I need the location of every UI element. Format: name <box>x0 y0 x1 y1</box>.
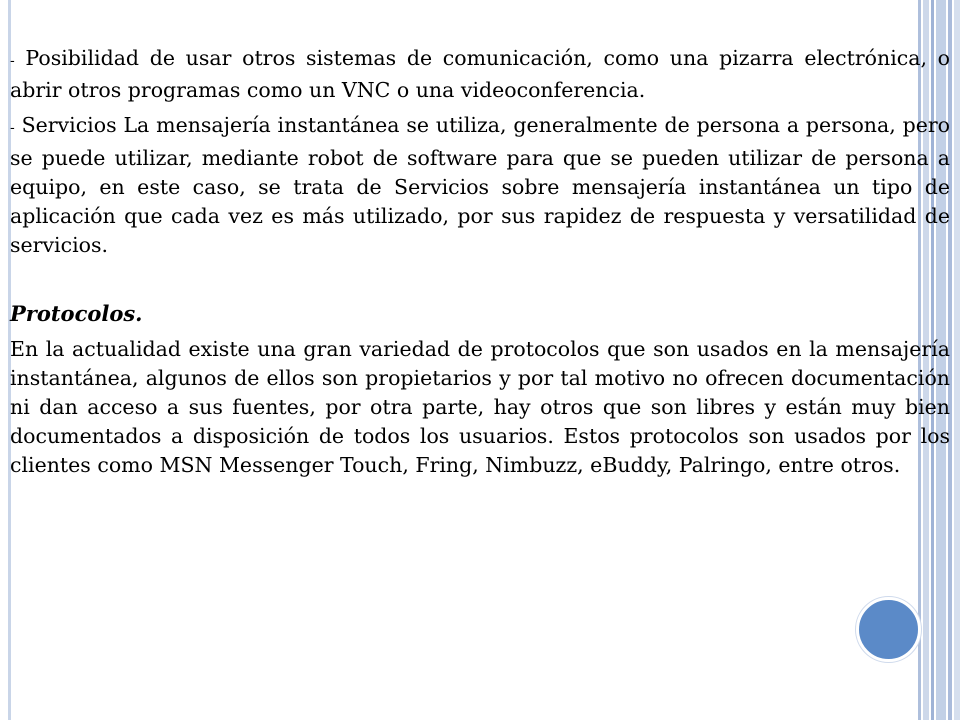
paragraph-text: Servicios La mensajería instantánea se utiliza, generalmente de persona a persona, pero se puede utilizar, mediante robot de software para que se pueden utilizar de persona a equipo, en este caso, se trata de Servicios sobre mensajería instantánea un tipo de aplicación que cada vez es más utilizado, por sus rapidez de respuesta y versatilidad de servicios. <box>10 113 950 258</box>
decorative-circle-icon <box>856 597 921 662</box>
paragraph-text: Posibilidad de usar otros sistemas de comunicación, como una pizarra electrónica, o abrir otros programas como un VNC o una videoconferencia. <box>10 46 950 103</box>
paragraph-services <box>10 111 950 260</box>
right-decor-stripe <box>954 0 960 720</box>
paragraph-communication-systems <box>10 44 950 105</box>
paragraph-protocols: En la actualidad existe una gran variedad de protocolos que son usados en la mensajería instantánea, algunos de ellos son propietarios y por tal motivo no ofrecen documentación ni dan acceso a sus fuentes, por otra parte, hay otros que son libres y están muy bien documentados a disposición de todos los usuarios. Estos protocolos son usados por los clientes como MSN Messenger Touch, Fring, Nimbuzz, eBuddy, Palringo, entre otros. <box>10 336 950 478</box>
bullet-dash: - <box>10 120 15 137</box>
section-heading: Protocolos. <box>10 301 143 327</box>
bullet-dash: - <box>10 53 15 69</box>
slide-body <box>10 44 950 481</box>
